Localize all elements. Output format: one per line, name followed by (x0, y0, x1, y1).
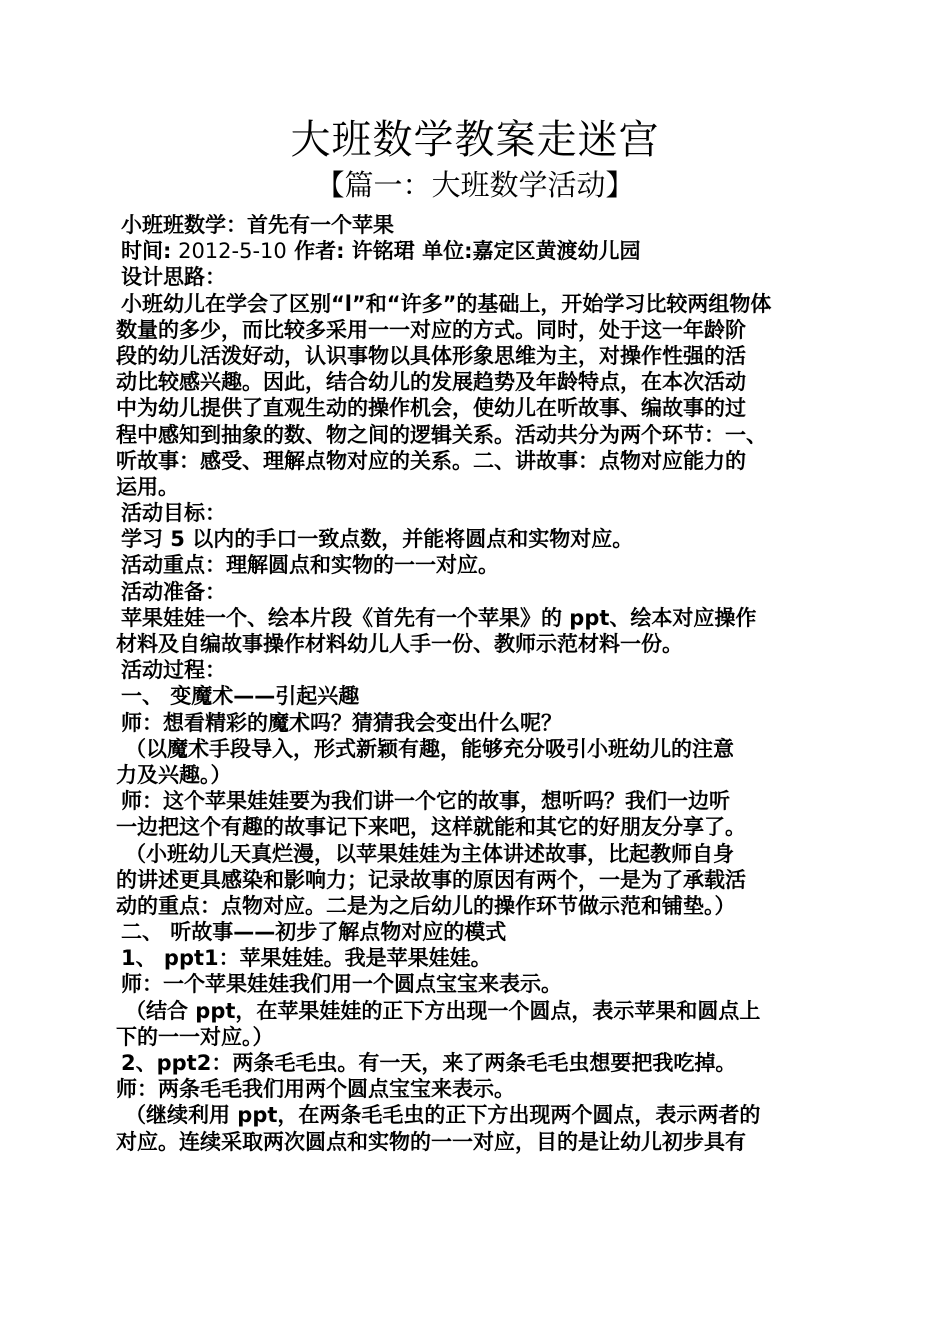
unit-value: 嘉定区黄渡幼儿园 (472, 239, 641, 264)
paragraph-line: 设计思路： (121, 265, 226, 290)
paragraph-line: 2、ppt2：两条毛毛虫。有一天，来了两条毛毛虫想要把我吃掉。 (121, 1051, 737, 1075)
author-label: 作者: (286, 239, 345, 264)
paragraph-line: 活动过程： (121, 658, 226, 683)
paragraph-line: 活动重点：理解圆点和实物的一一对应。 (121, 553, 499, 578)
paragraph-line: （以魔术手段导入，形式新颖有趣，能够充分吸引小班幼儿的注意 (125, 736, 734, 761)
paragraph-line: 力及兴趣。） (116, 762, 232, 787)
paragraph-line: 的讲述更具感染和影响力；记录故事的原因有两个，一是为了承载活 (116, 867, 746, 892)
document-title: 大班数学教案走迷宫 (290, 117, 660, 163)
paragraph-line: 师：想看精彩的魔术吗？猜猜我会变出什么呢？ (121, 710, 562, 735)
paragraph-line: 活动目标： (121, 501, 226, 526)
paragraph-line: 师：一个苹果娃娃我们用一个圆点宝宝来表示。 (121, 972, 562, 997)
time-value: 2012-5-10 (171, 239, 287, 264)
time-label: 时间: (121, 239, 172, 264)
paragraph-line: 段的幼儿活泼好动，认识事物以具体形象思维为主，对操作性强的活 (116, 343, 746, 368)
paragraph-line: （小班幼儿天真烂漫，以苹果娃娃为主体讲述故事，比起教师自身 (125, 841, 734, 866)
paragraph-line: 师：这个苹果娃娃要为我们讲一个它的故事，想听吗？我们一边听 (121, 789, 730, 814)
paragraph-line: 师：两条毛毛我们用两个圆点宝宝来表示。 (116, 1077, 515, 1102)
paragraph-line: 活动准备： (121, 579, 226, 604)
paragraph-line: 听故事：感受、理解点物对应的关系。二、讲故事：点物对应能力的 (116, 448, 746, 473)
paragraph-line: 数量的多少，而比较多采用一一对应的方式。同时，处于这一年龄阶 (116, 317, 746, 342)
paragraph-line: 运用。 (116, 474, 179, 499)
paragraph-line: 苹果娃娃一个、绘本片段《首先有一个苹果》的 ppt、绘本对应操作 (121, 605, 757, 630)
course-line: 小班班数学：首先有一个苹果 (121, 213, 394, 237)
paragraph-line: 材料及自编故事操作材料幼儿人手一份、教师示范材料一份。 (116, 632, 683, 656)
paragraph-line: 对应。连续采取两次圆点和实物的一一对应，目的是让幼儿初步具有 (116, 1129, 746, 1154)
paragraph-line: 学习 5 以内的手口一致点数，并能将圆点和实物对应。 (121, 527, 634, 552)
paragraph-line: （结合 ppt，在苹果娃娃的正下方出现一个圆点，表示苹果和圆点上 (125, 998, 761, 1023)
meta-line (116, 238, 836, 264)
paragraph-line: 一边把这个有趣的故事记下来吧，这样就能和其它的好朋友分享了。 (116, 815, 746, 840)
paragraph-line: 中为幼儿提供了直观生动的操作机会，使幼儿在听故事、编故事的过 (116, 396, 746, 421)
paragraph-line: 二、 听故事——初步了解点物对应的模式 (121, 920, 507, 945)
document-body (116, 212, 836, 1155)
document-subtitle: 【篇一：大班数学活动】 (315, 168, 635, 202)
paragraph-line: 下的一一对应。） (116, 1024, 274, 1049)
paragraph-line: 一、 变魔术——引起兴趣 (121, 684, 360, 709)
unit-label: 单位: (414, 239, 473, 264)
author-value: 许铭珺 (344, 239, 415, 264)
paragraph-line: （继续利用 ppt，在两条毛毛虫的正下方出现两个圆点，表示两者的 (125, 1103, 761, 1128)
paragraph-line: 动的重点：点物对应。二是为之后幼儿的操作环节做示范和铺垫。） (116, 893, 736, 918)
paragraph-line: 小班幼儿在学会了区别“l”和“许多”的基础上，开始学习比较两组物体 (121, 291, 772, 316)
paragraph-line: 动比较感兴趣。因此，结合幼儿的发展趋势及年龄特点，在本次活动 (116, 370, 746, 395)
paragraph-line: 1、 ppt1：苹果娃娃。我是苹果娃娃。 (121, 946, 492, 971)
paragraph-line: 程中感知到抽象的数、物之间的逻辑关系。活动共分为两个环节：一、 (116, 422, 767, 447)
